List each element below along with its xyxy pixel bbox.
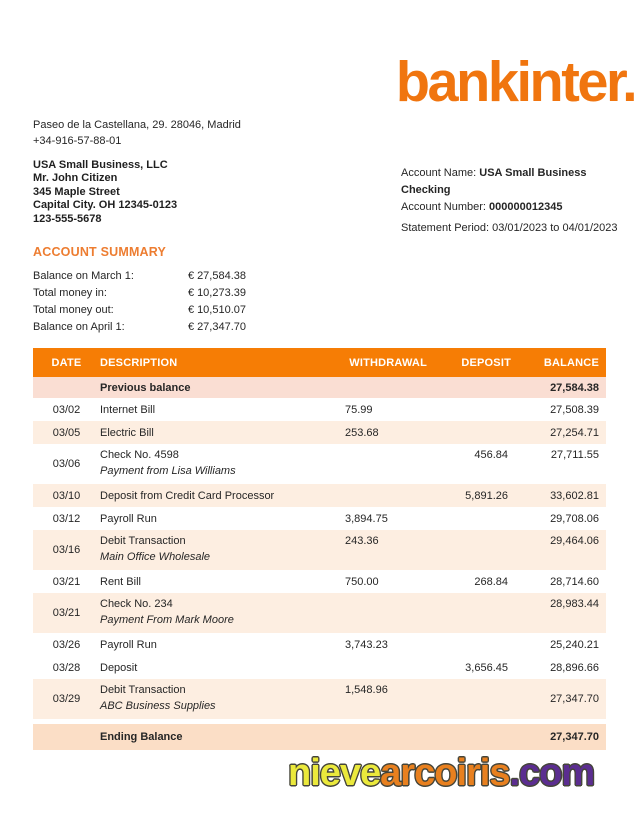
description-line2: Payment from Lisa Williams [100,464,236,477]
description-line2: ABC Business Supplies [100,699,216,712]
cell-deposit [437,398,521,421]
bank-logo: bankinter. [395,50,635,114]
cell-withdrawal [345,484,437,507]
cell-withdrawal: 253.68 [345,426,379,439]
bank-address-line1: Paseo de la Castellana, 29. 28046, Madrid [33,119,241,131]
cell-date: 03/29 [52,693,81,705]
summary-label: Total money in: [33,286,107,299]
summary-label: Balance on April 1: [33,320,125,333]
table-header-row [33,348,606,377]
description-lines [100,382,191,394]
cell-balance: 27,508.39 [550,403,599,416]
ending-balance-row [33,724,606,750]
watermark [288,754,594,792]
cell-deposit: 268.84 [474,575,508,588]
table-row [33,421,606,444]
cell-date: 03/28 [52,661,81,674]
description-line1: Check No. 4598 [100,448,179,461]
cell-date [33,377,100,398]
account-name-label: Account Name: [401,167,477,179]
customer-address [33,159,177,226]
summary-row [33,267,246,284]
summary-amount: 10,273.39 [197,286,246,299]
cell-description [100,398,345,421]
description-lines [100,404,155,416]
cell-withdrawal: 75.99 [345,403,373,416]
statement-period-label: Statement Period: [401,222,490,234]
description-lines [100,576,141,588]
cell-deposit [437,633,521,656]
cell-deposit [437,530,521,570]
summary-label: Total money out: [33,303,114,316]
description-lines [100,684,216,712]
cell-withdrawal: 1,548.96 [345,683,388,696]
cell-withdrawal [345,593,437,633]
table-row [33,633,606,656]
description-line1: Payroll Run [100,512,157,525]
summary-label: Balance on March 1: [33,269,134,282]
summary-value [188,287,246,299]
account-number-value: 000000012345 [489,201,563,213]
table-row [33,377,606,398]
table-row [33,679,606,719]
bank-address-line2: +34-916-57-88-01 [33,135,122,147]
cell-date: 03/26 [52,638,81,651]
ending-balance-value: 27,347.70 [550,731,599,743]
column-header-description: DESCRIPTION [100,356,178,369]
table-row [33,570,606,593]
cell-balance: 28,983.44 [550,597,599,610]
description-line2: Payment From Mark Moore [100,613,234,626]
description-line1: Rent Bill [100,575,141,588]
description-lines [100,639,157,651]
cell-deposit: 5,891.26 [465,489,508,502]
description-line1: Deposit [100,661,138,674]
description-line1: Debit Transaction [100,534,186,547]
cell-balance: 28,896.66 [550,661,599,674]
cell-date: 03/21 [52,575,81,588]
summary-row [33,301,246,318]
description-lines [100,535,210,563]
cell-description [100,570,345,593]
summary-value [188,321,246,333]
cell-balance: 27,347.70 [550,693,599,705]
cell-withdrawal: 750.00 [345,575,379,588]
table-row [33,530,606,570]
cell-balance: 33,602.81 [550,489,599,502]
cell-balance: 27,711.55 [550,448,599,461]
cell-date: 03/10 [52,489,81,502]
summary-value [188,304,246,316]
cell-date: 03/16 [52,544,81,556]
description-line1: Deposit from Credit Card Processor [100,489,275,502]
cell-balance: 29,708.06 [550,512,599,525]
watermark-part1: nieve [288,752,381,794]
description-line1: Internet Bill [100,403,156,416]
cell-date: 03/06 [52,458,81,470]
summary-row [33,318,246,335]
account-name-value: USA Small Business Checking [401,167,587,196]
summary-value [188,270,246,282]
cell-description [100,377,345,398]
table-body [33,377,606,719]
description-lines [100,662,137,674]
description-lines [100,513,157,525]
cell-deposit [437,507,521,530]
table-row [33,484,606,507]
cell-deposit [437,421,521,444]
cell-withdrawal: 243.36 [345,534,379,547]
account-info [401,165,639,237]
cell-description [100,484,345,507]
currency-symbol: € [188,320,195,333]
summary-row [33,284,246,301]
cell-withdrawal [345,656,437,679]
cell-balance: 27,584.38 [550,381,599,394]
cell-withdrawal [345,377,437,398]
cell-date: 03/02 [52,403,81,416]
table-row [33,593,606,633]
cell-balance: 27,254.71 [550,426,599,439]
cell-deposit [437,593,521,633]
description-lines [100,490,274,502]
column-header-deposit: DEPOSIT [461,356,511,369]
currency-symbol: € [188,303,195,316]
description-line1: Previous balance [100,381,191,394]
description-line1: Debit Transaction [100,683,186,696]
description-line1: Electric Bill [100,426,154,439]
description-lines [100,449,236,477]
customer-address-line: 123-555-5678 [33,212,102,225]
ending-balance-label: Ending Balance [100,731,183,743]
cell-balance: 25,240.21 [550,638,599,651]
customer-address-line: USA Small Business, LLC [33,159,168,171]
cell-deposit: 456.84 [474,448,508,461]
cell-deposit: 3,656.45 [465,661,508,674]
cell-description [100,530,345,570]
cell-balance: 28,714.60 [550,575,599,588]
summary-amount: 10,510.07 [197,303,246,316]
statement-period-value: 03/01/2023 to 04/01/2023 [492,222,618,234]
description-lines [100,427,154,439]
cell-description [100,593,345,633]
column-header-date: DATE [51,356,82,369]
cell-deposit [437,377,521,398]
table-row [33,444,606,484]
account-summary-title: ACCOUNT SUMMARY [33,245,167,259]
currency-symbol: € [188,286,195,299]
table-row [33,656,606,679]
cell-description [100,421,345,444]
cell-date: 03/05 [52,426,81,439]
cell-date: 03/12 [52,512,81,525]
currency-symbol: € [188,269,195,282]
cell-description [100,633,345,656]
statement-period-row [401,220,639,237]
cell-description [100,656,345,679]
customer-address-line: Capital City. OH 12345-0123 [33,199,178,212]
column-header-withdrawal: WITHDRAWAL [349,356,427,369]
watermark-part3: .com [509,752,595,794]
cell-withdrawal: 3,894.75 [345,512,388,525]
customer-address-line: Mr. John Citizen [33,172,118,185]
cell-description [100,507,345,530]
cell-withdrawal: 3,743.23 [345,638,388,651]
table-row [33,398,606,421]
watermark-part2: arcoiris [380,752,510,794]
cell-description [100,444,345,484]
cell-deposit [437,679,521,719]
customer-address-line: 345 Maple Street [33,185,120,198]
cell-withdrawal [345,444,437,484]
column-header-balance: BALANCE [543,356,599,369]
cell-balance: 29,464.06 [550,534,599,547]
account-name-row [401,165,639,199]
summary-amount: 27,347.70 [197,320,246,333]
account-number-label: Account Number: [401,201,486,213]
cell-date: 03/21 [52,607,81,619]
table-row [33,507,606,530]
account-summary [33,267,246,335]
summary-amount: 27,584.38 [197,269,246,282]
cell-description [100,679,345,719]
bank-address [33,117,241,149]
description-line1: Payroll Run [100,638,157,651]
description-line2: Main Office Wholesale [100,550,211,563]
transactions-table [33,348,606,750]
description-line1: Check No. 234 [100,597,173,610]
description-lines [100,598,234,626]
account-number-row [401,199,639,216]
